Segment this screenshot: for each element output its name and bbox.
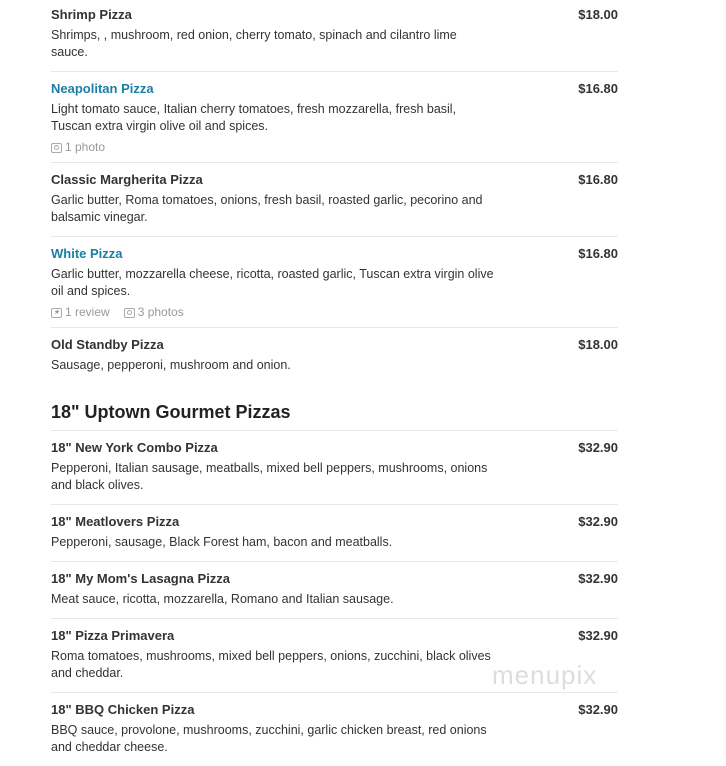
menu-item — [51, 237, 618, 328]
menu-item — [51, 562, 618, 619]
menu-item — [51, 0, 618, 72]
menu-item — [51, 328, 618, 374]
photos-count: 3 photos — [137, 305, 184, 319]
reviews-count: 1 review — [65, 305, 110, 319]
menu-item — [51, 505, 618, 562]
item-name-link[interactable]: White Pizza — [51, 246, 123, 261]
reviews-link[interactable] — [51, 304, 110, 321]
camera-icon — [51, 143, 62, 153]
item-name: Classic Margherita Pizza — [51, 172, 203, 187]
item-name: 18" Meatlovers Pizza — [51, 514, 180, 529]
item-description: Sausage, pepperoni, mushroom and onion. — [51, 358, 291, 372]
item-price: $32.90 — [578, 440, 618, 455]
item-price: $32.90 — [578, 628, 618, 643]
item-price: $16.80 — [578, 172, 618, 187]
item-name: 18" My Mom's Lasagna Pizza — [51, 571, 231, 586]
item-name: 18" Pizza Primavera — [51, 628, 175, 643]
item-name: Old Standby Pizza — [51, 337, 164, 352]
item-price: $16.80 — [578, 246, 618, 261]
item-price: $18.00 — [578, 337, 618, 352]
item-meta — [51, 304, 618, 321]
section-heading: 18" Uptown Gourmet Pizzas — [51, 374, 618, 431]
menu-list — [51, 0, 618, 766]
item-description: Shrimps, , mushroom, red onion, cherry tomato, spinach and cilantro lime sauce. — [51, 28, 457, 59]
item-meta — [51, 139, 618, 156]
item-name-link[interactable]: Neapolitan Pizza — [51, 81, 154, 96]
item-description: Meat sauce, ricotta, mozzarella, Romano and Italian sausage. — [51, 592, 394, 606]
menu-item — [51, 431, 618, 505]
menu-item — [51, 72, 618, 163]
item-name: 18" BBQ Chicken Pizza — [51, 702, 195, 717]
item-price: $32.90 — [578, 514, 618, 529]
item-description: Garlic butter, Roma tomatoes, onions, fresh basil, roasted garlic, pecorino and balsamic vinegar. — [51, 193, 483, 224]
photos-link[interactable] — [51, 139, 105, 156]
item-price: $32.90 — [578, 571, 618, 586]
item-price: $32.90 — [578, 702, 618, 717]
menu-item — [51, 163, 618, 237]
item-name: 18" New York Combo Pizza — [51, 440, 218, 455]
item-price: $18.00 — [578, 7, 618, 22]
item-price: $16.80 — [578, 81, 618, 96]
item-description: Light tomato sauce, Italian cherry tomatoes, fresh mozzarella, fresh basil, Tuscan extra virgin olive oil and spices. — [51, 102, 457, 133]
watermark: menupix — [492, 660, 598, 690]
item-description: Roma tomatoes, mushrooms, mixed bell peppers, onions, zucchini, black olives and cheddar. — [51, 649, 491, 680]
photos-count: 1 photo — [65, 140, 106, 154]
menu-item — [51, 693, 618, 766]
camera-icon — [124, 308, 135, 318]
photos-link[interactable] — [124, 304, 184, 321]
item-description: Pepperoni, Italian sausage, meatballs, mixed bell peppers, mushrooms, onions and black olives. — [51, 461, 488, 492]
item-description: BBQ sauce, provolone, mushrooms, zucchini, garlic chicken breast, red onions and cheddar cheese. — [51, 723, 487, 754]
star-icon: ★ — [51, 308, 62, 318]
item-description: Pepperoni, sausage, Black Forest ham, bacon and meatballs. — [51, 535, 393, 549]
item-name: Shrimp Pizza — [51, 7, 132, 22]
item-description: Garlic butter, mozzarella cheese, ricotta, roasted garlic, Tuscan extra virgin olive oil and spices. — [51, 267, 494, 298]
